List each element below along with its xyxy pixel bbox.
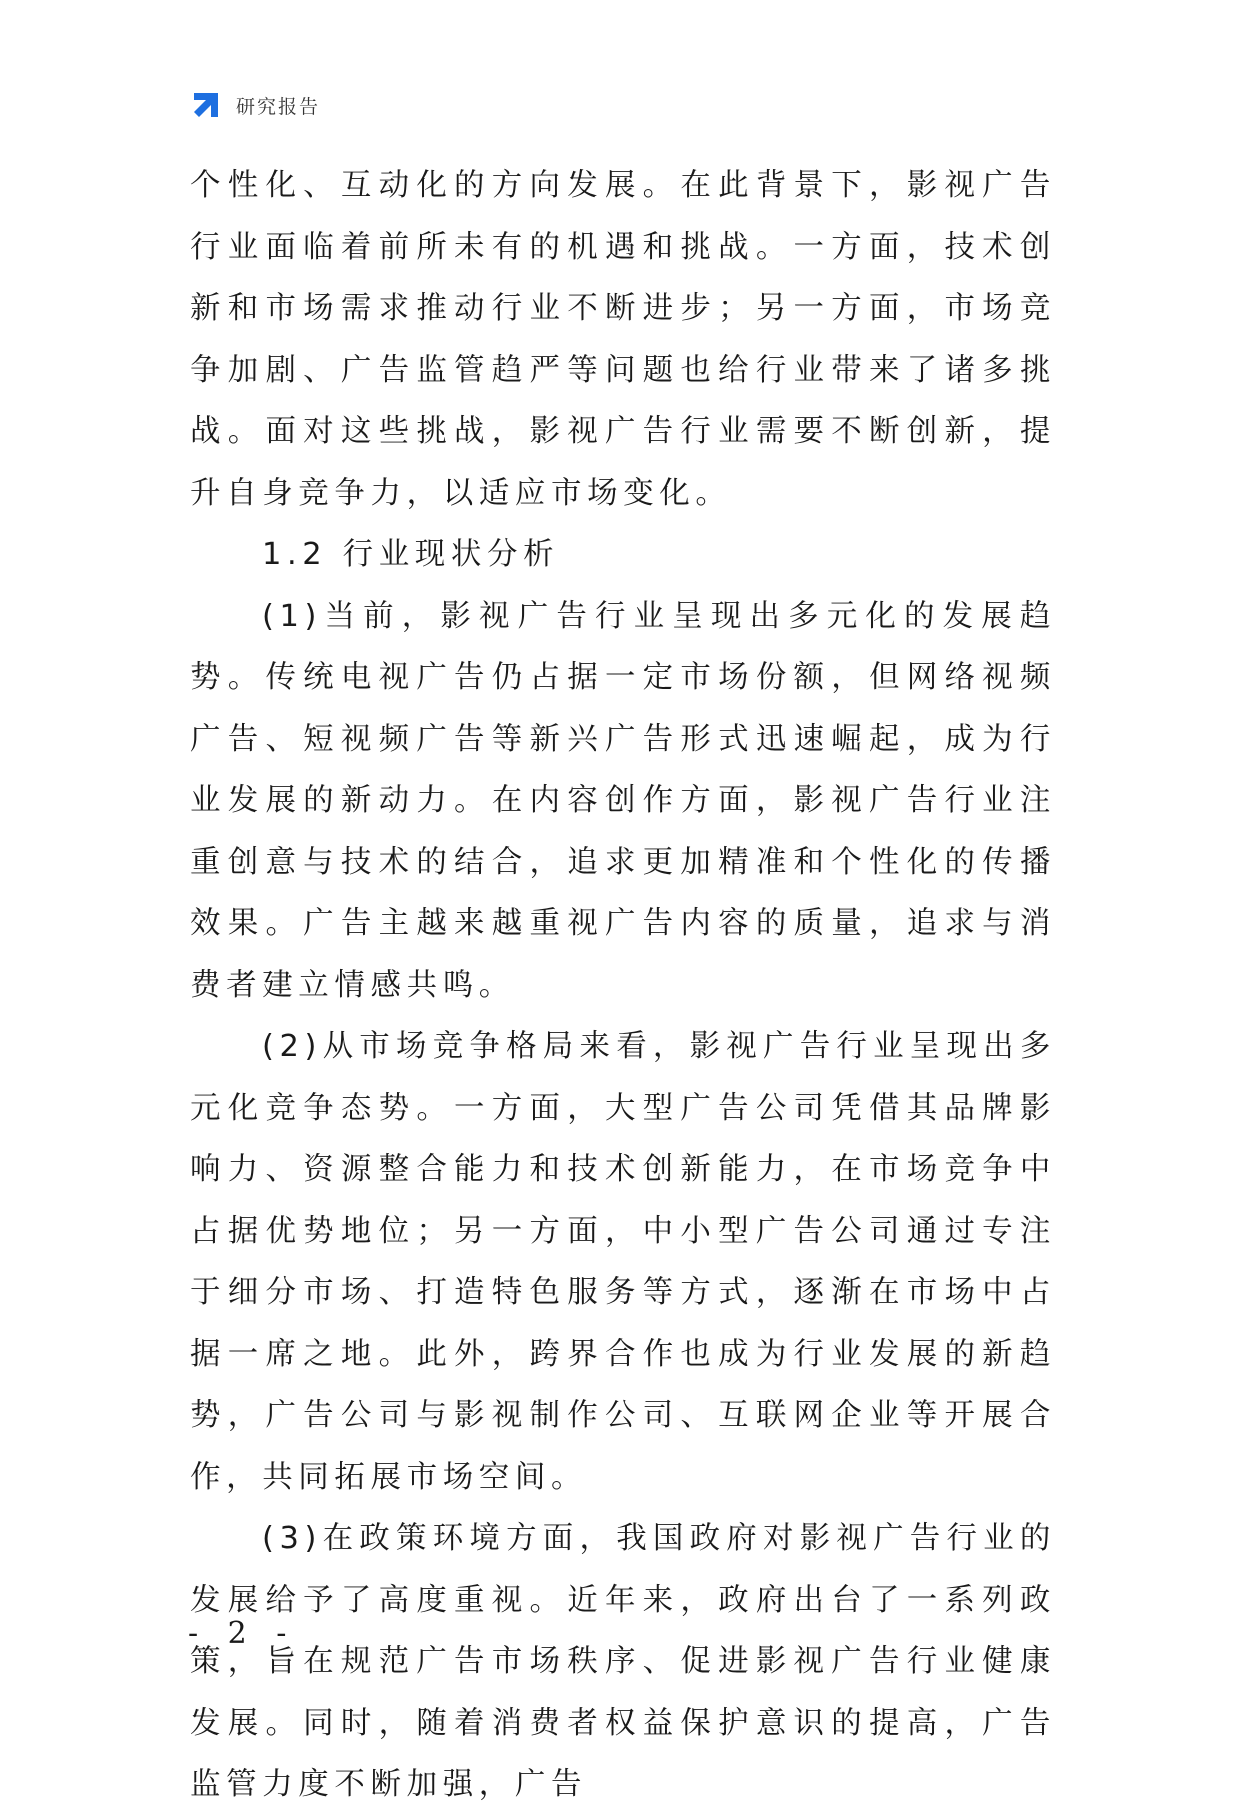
paragraph-3: (3)在政策环境方面，我国政府对影视广告行业的发展给予了高度重视。近年来，政府出台了一系列政策，旨在规范广告市场秩序、促进影视广告行业健康发展。同时，随着消费者权益保护意识的提高，广告监管力度不断加强，广告 bbox=[190, 1521, 1056, 1802]
paragraph-intro: 个性化、互动化的方向发展。在此背景下，影视广告行业面临着前所未有的机遇和挑战。一方面，技术创新和市场需求推动行业不断进步；另一方面，市场竞争加剧、广告监管趋严等问题也给行业带来了诸多挑战。面对这些挑战，影视广告行业需要不断创新，提升自身竞争力，以适应市场变化。 bbox=[190, 168, 1056, 511]
section-heading: 1.2 行业现状分析 bbox=[262, 537, 560, 572]
header-title: 研究报告 bbox=[236, 95, 321, 118]
paragraph-1: (1)当前，影视广告行业呈现出多元化的发展趋势。传统电视广告仍占据一定市场份额，但网络视频广告、短视频广告等新兴广告形式迅速崛起，成为行业发展的新动力。在内容创作方面，影视广告行业注重创意与技术的结合，追求更加精准和个性化的传播效果。广告主越来越重视广告内容的质量，追求与消费者建立情感共鸣。 bbox=[190, 598, 1056, 1003]
report-header bbox=[190, 88, 320, 122]
page-number: - 2 - bbox=[188, 1616, 297, 1651]
arrow-up-right-icon bbox=[190, 89, 222, 121]
document-body bbox=[190, 155, 1056, 1816]
paragraph-2: (2)从市场竞争格局来看，影视广告行业呈现出多元化竞争态势。一方面，大型广告公司凭借其品牌影响力、资源整合能力和技术创新能力，在市场竞争中占据优势地位；另一方面，中小型广告公司通过专注于细分市场、打造特色服务等方式，逐渐在市场中占据一席之地。此外，跨界合作也成为行业发展的新趋势，广告公司与影视制作公司、互联网企业等开展合作，共同拓展市场空间。 bbox=[190, 1029, 1056, 1495]
